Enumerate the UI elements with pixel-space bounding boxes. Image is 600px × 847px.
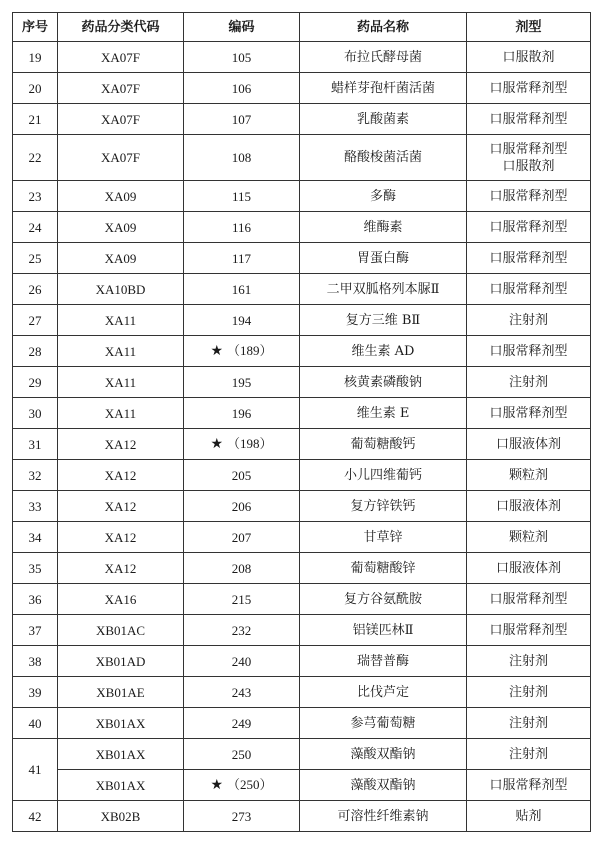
cell-class-code: XA09 xyxy=(58,243,184,274)
dosage-form-line: 口服常释剂型 xyxy=(489,141,568,157)
cell-dosage-form xyxy=(467,274,591,305)
cell-class-code: XB01AX xyxy=(58,739,184,770)
table-row xyxy=(13,212,591,243)
table-row xyxy=(13,522,591,553)
dosage-form-line: 注射剂 xyxy=(508,746,548,762)
cell-seq: 37 xyxy=(13,615,58,646)
table-row xyxy=(13,677,591,708)
cell-seq: 27 xyxy=(13,305,58,336)
code-value: 194 xyxy=(231,312,252,328)
cell-seq: 35 xyxy=(13,553,58,584)
cell-code xyxy=(184,491,300,522)
cell-code xyxy=(184,135,300,181)
cell-drug-name: 小儿四维葡钙 xyxy=(300,460,467,491)
table-row xyxy=(13,336,591,367)
code-value: 207 xyxy=(231,529,252,545)
cell-drug-name: 参芎葡萄糖 xyxy=(300,708,467,739)
table-row xyxy=(13,398,591,429)
code-value: 273 xyxy=(231,808,252,824)
cell-class-code: XB01AE xyxy=(58,677,184,708)
dosage-form-line: 口服常释剂型 xyxy=(489,188,568,204)
table-row xyxy=(13,460,591,491)
cell-code xyxy=(184,336,300,367)
dosage-form-line: 口服常释剂型 xyxy=(489,80,568,96)
cell-seq: 39 xyxy=(13,677,58,708)
dosage-form-line: 注射剂 xyxy=(508,374,548,390)
table-row xyxy=(13,243,591,274)
table-body xyxy=(13,42,591,832)
cell-code xyxy=(184,398,300,429)
cell-drug-name: 瑞替普酶 xyxy=(300,646,467,677)
code-value: 117 xyxy=(231,250,252,266)
cell-drug-name: 可溶性纤维素钠 xyxy=(300,801,467,832)
dosage-form-line: 颗粒剂 xyxy=(508,467,548,483)
code-value: 196 xyxy=(231,405,252,421)
cell-drug-name: 维生素 E xyxy=(300,398,467,429)
table-row xyxy=(13,801,591,832)
cell-code xyxy=(184,677,300,708)
cell-class-code: XA16 xyxy=(58,584,184,615)
cell-dosage-form xyxy=(467,367,591,398)
code-value: 195 xyxy=(231,374,252,390)
cell-drug-name: 藻酸双酯钠 xyxy=(300,770,467,801)
cell-code xyxy=(184,646,300,677)
cell-code xyxy=(184,181,300,212)
cell-class-code: XA12 xyxy=(58,522,184,553)
code-value: 206 xyxy=(231,498,252,514)
cell-class-code: XB01AX xyxy=(58,708,184,739)
cell-seq: 40 xyxy=(13,708,58,739)
cell-dosage-form xyxy=(467,584,591,615)
table-row xyxy=(13,73,591,104)
table-row xyxy=(13,615,591,646)
cell-drug-name: 葡萄糖酸钙 xyxy=(300,429,467,460)
cell-code xyxy=(184,42,300,73)
dosage-form-line: 口服常释剂型 xyxy=(489,250,568,266)
table-row xyxy=(13,553,591,584)
cell-dosage-form xyxy=(467,801,591,832)
cell-drug-name: 酪酸梭菌活菌 xyxy=(300,135,467,181)
cell-dosage-form xyxy=(467,708,591,739)
cell-dosage-form xyxy=(467,677,591,708)
cell-drug-name: 复方三维 BⅡ xyxy=(300,305,467,336)
cell-drug-name: 维酶素 xyxy=(300,212,467,243)
cell-class-code: XA07F xyxy=(58,104,184,135)
cell-code xyxy=(184,367,300,398)
cell-dosage-form xyxy=(467,553,591,584)
cell-code xyxy=(184,615,300,646)
cell-dosage-form xyxy=(467,429,591,460)
cell-dosage-form xyxy=(467,212,591,243)
cell-code xyxy=(184,305,300,336)
cell-seq: 38 xyxy=(13,646,58,677)
cell-drug-name: 维生素 AD xyxy=(300,336,467,367)
cell-code xyxy=(184,274,300,305)
cell-drug-name: 葡萄糖酸锌 xyxy=(300,553,467,584)
dosage-form-line: 口服散剂 xyxy=(502,49,555,65)
cell-class-code: XB01AC xyxy=(58,615,184,646)
dosage-form-line: 颗粒剂 xyxy=(508,529,548,545)
header-class-code: 药品分类代码 xyxy=(58,13,184,42)
table-row xyxy=(13,104,591,135)
cell-code xyxy=(184,522,300,553)
cell-code xyxy=(184,429,300,460)
cell-class-code: XA07F xyxy=(58,42,184,73)
cell-class-code: XB02B xyxy=(58,801,184,832)
cell-seq: 30 xyxy=(13,398,58,429)
cell-class-code: XA11 xyxy=(58,398,184,429)
table-row xyxy=(13,42,591,73)
cell-class-code: XA12 xyxy=(58,429,184,460)
cell-seq: 31 xyxy=(13,429,58,460)
cell-seq: 20 xyxy=(13,73,58,104)
drug-list-table xyxy=(12,12,591,832)
cell-dosage-form xyxy=(467,646,591,677)
cell-drug-name: 复方锌铁钙 xyxy=(300,491,467,522)
cell-code xyxy=(184,584,300,615)
code-value: 243 xyxy=(231,684,252,700)
table-row xyxy=(13,367,591,398)
code-value: （189） xyxy=(227,343,273,358)
code-value: （250） xyxy=(227,777,273,792)
cell-class-code: XA07F xyxy=(58,135,184,181)
dosage-form-line: 口服常释剂型 xyxy=(489,281,568,297)
cell-dosage-form xyxy=(467,135,591,181)
code-value: 205 xyxy=(231,467,252,483)
code-value: 240 xyxy=(231,653,252,669)
cell-class-code: XA12 xyxy=(58,460,184,491)
cell-code xyxy=(184,73,300,104)
cell-class-code: XA09 xyxy=(58,212,184,243)
cell-drug-name: 藻酸双酯钠 xyxy=(300,739,467,770)
code-value: 107 xyxy=(231,111,252,127)
cell-class-code: XA11 xyxy=(58,367,184,398)
code-value: 208 xyxy=(231,560,252,576)
cell-class-code: XA07F xyxy=(58,73,184,104)
code-value: 232 xyxy=(231,622,252,638)
dosage-form-line: 口服常释剂型 xyxy=(489,777,568,793)
table-row xyxy=(13,274,591,305)
cell-dosage-form xyxy=(467,181,591,212)
table-row xyxy=(13,181,591,212)
code-value: 115 xyxy=(231,188,252,204)
cell-code xyxy=(184,801,300,832)
cell-dosage-form xyxy=(467,739,591,770)
cell-class-code: XA10BD xyxy=(58,274,184,305)
cell-dosage-form xyxy=(467,243,591,274)
header-code: 编码 xyxy=(184,13,300,42)
cell-seq: 28 xyxy=(13,336,58,367)
dosage-form-line: 口服常释剂型 xyxy=(489,591,568,607)
cell-seq: 23 xyxy=(13,181,58,212)
dosage-form-line: 口服液体剂 xyxy=(495,498,561,514)
code-value: 161 xyxy=(231,281,252,297)
cell-seq: 21 xyxy=(13,104,58,135)
cell-seq: 32 xyxy=(13,460,58,491)
header-form: 剂型 xyxy=(467,13,591,42)
cell-dosage-form xyxy=(467,522,591,553)
table-row xyxy=(13,135,591,181)
dosage-form-line: 注射剂 xyxy=(508,684,548,700)
cell-dosage-form xyxy=(467,305,591,336)
dosage-form-line: 口服散剂 xyxy=(502,158,555,174)
dosage-form-line: 口服常释剂型 xyxy=(489,343,568,359)
cell-drug-name: 布拉氏酵母菌 xyxy=(300,42,467,73)
cell-seq: 24 xyxy=(13,212,58,243)
code-value: 105 xyxy=(231,49,252,65)
table-row xyxy=(13,584,591,615)
table-header-row xyxy=(13,13,591,42)
star-icon: ★ xyxy=(210,344,224,359)
star-icon: ★ xyxy=(210,437,224,452)
table-row xyxy=(13,429,591,460)
dosage-form-line: 口服常释剂型 xyxy=(489,219,568,235)
cell-dosage-form xyxy=(467,398,591,429)
cell-seq: 19 xyxy=(13,42,58,73)
dosage-form-line: 口服液体剂 xyxy=(495,560,561,576)
table-row xyxy=(13,739,591,770)
cell-drug-name: 蜡样芽孢杆菌活菌 xyxy=(300,73,467,104)
cell-dosage-form xyxy=(467,770,591,801)
code-value: 106 xyxy=(231,80,252,96)
cell-dosage-form xyxy=(467,336,591,367)
cell-dosage-form xyxy=(467,104,591,135)
cell-seq: 42 xyxy=(13,801,58,832)
cell-class-code: XA09 xyxy=(58,181,184,212)
cell-code xyxy=(184,104,300,135)
dosage-form-line: 口服常释剂型 xyxy=(489,622,568,638)
cell-drug-name: 复方谷氨酰胺 xyxy=(300,584,467,615)
code-value: 215 xyxy=(231,591,252,607)
cell-seq: 26 xyxy=(13,274,58,305)
star-icon: ★ xyxy=(210,778,224,793)
table-row xyxy=(13,646,591,677)
cell-class-code: XA12 xyxy=(58,491,184,522)
cell-seq: 29 xyxy=(13,367,58,398)
cell-code xyxy=(184,708,300,739)
cell-drug-name: 乳酸菌素 xyxy=(300,104,467,135)
dosage-form-line: 口服液体剂 xyxy=(495,436,561,452)
cell-class-code: XA11 xyxy=(58,336,184,367)
cell-dosage-form xyxy=(467,42,591,73)
cell-seq: 34 xyxy=(13,522,58,553)
cell-drug-name: 铝镁匹林Ⅱ xyxy=(300,615,467,646)
dosage-form-line: 注射剂 xyxy=(508,715,548,731)
code-value: 249 xyxy=(231,715,252,731)
code-value: 108 xyxy=(231,150,252,165)
cell-class-code: XB01AD xyxy=(58,646,184,677)
code-value: （198） xyxy=(227,436,273,451)
cell-dosage-form xyxy=(467,460,591,491)
cell-code xyxy=(184,212,300,243)
dosage-form-line: 口服常释剂型 xyxy=(489,111,568,127)
dosage-form-line: 口服常释剂型 xyxy=(489,405,568,421)
header-seq: 序号 xyxy=(13,13,58,42)
cell-seq: 25 xyxy=(13,243,58,274)
cell-code xyxy=(184,770,300,801)
cell-drug-name: 多酶 xyxy=(300,181,467,212)
cell-dosage-form xyxy=(467,73,591,104)
cell-class-code: XA11 xyxy=(58,305,184,336)
dosage-form-line: 注射剂 xyxy=(508,653,548,669)
cell-dosage-form xyxy=(467,491,591,522)
cell-code xyxy=(184,739,300,770)
cell-class-code: XB01AX xyxy=(58,770,184,801)
cell-drug-name: 二甲双胍格列本脲Ⅱ xyxy=(300,274,467,305)
cell-drug-name: 胃蛋白酶 xyxy=(300,243,467,274)
table-row xyxy=(13,305,591,336)
table-row xyxy=(13,708,591,739)
cell-drug-name: 比伐芦定 xyxy=(300,677,467,708)
code-value: 116 xyxy=(231,219,252,235)
cell-code xyxy=(184,460,300,491)
code-value: 250 xyxy=(231,746,252,762)
table-row xyxy=(13,491,591,522)
cell-seq: 36 xyxy=(13,584,58,615)
cell-drug-name: 甘草锌 xyxy=(300,522,467,553)
header-name: 药品名称 xyxy=(300,13,467,42)
cell-class-code: XA12 xyxy=(58,553,184,584)
dosage-form-line: 注射剂 xyxy=(508,312,548,328)
cell-code xyxy=(184,243,300,274)
cell-seq: 33 xyxy=(13,491,58,522)
cell-code xyxy=(184,553,300,584)
dosage-form-line: 贴剂 xyxy=(515,808,542,824)
cell-dosage-form xyxy=(467,615,591,646)
cell-seq: 22 xyxy=(13,135,58,181)
cell-drug-name: 核黄素磷酸钠 xyxy=(300,367,467,398)
table-row xyxy=(13,770,591,801)
cell-seq: 41 xyxy=(13,739,58,801)
